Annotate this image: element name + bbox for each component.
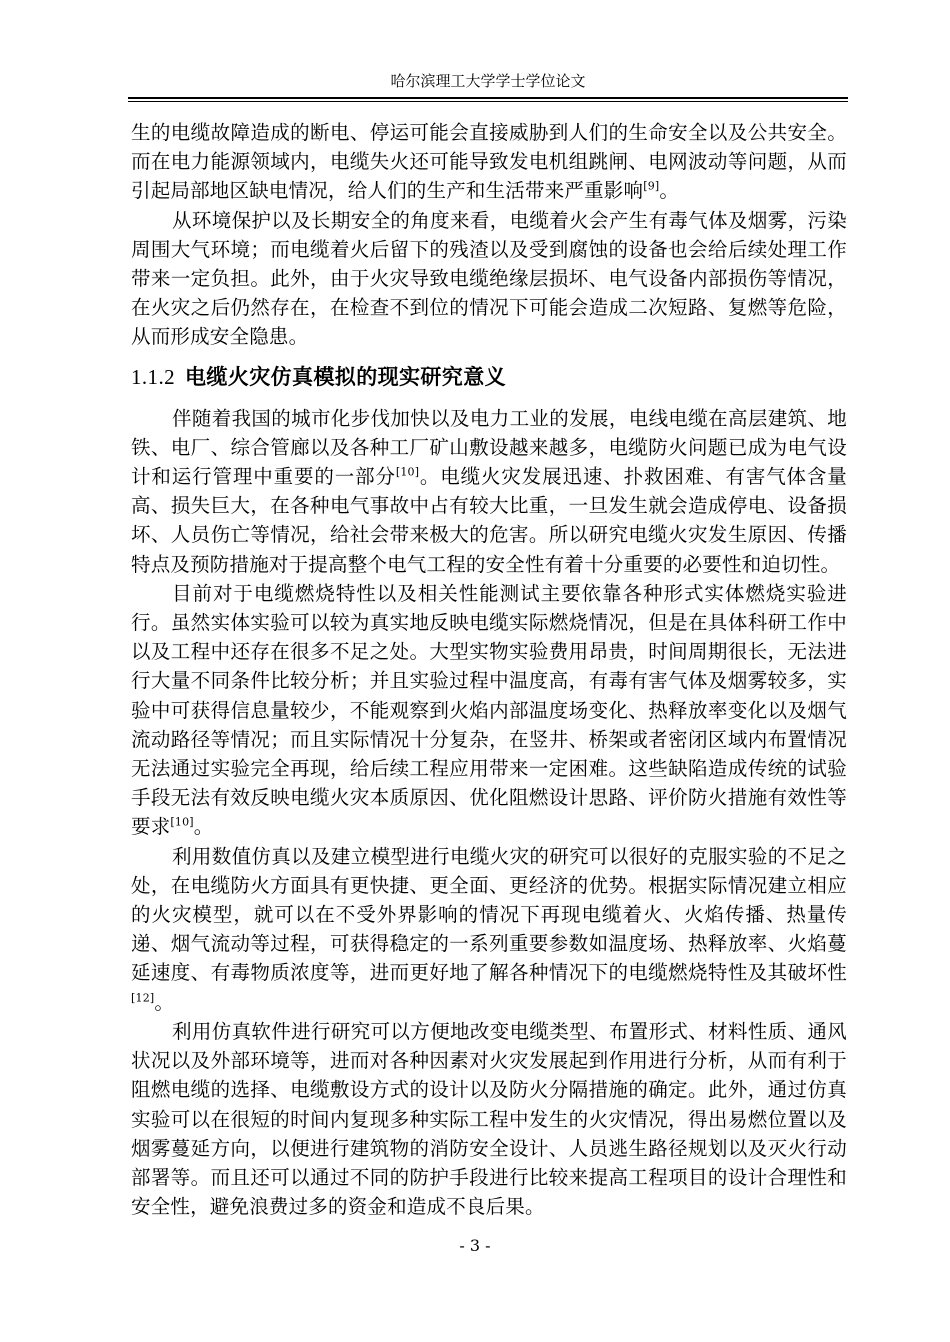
citation: [12] [131, 991, 155, 1005]
paragraph: 伴随着我国的城市化步伐加快以及电力工业的发展，电线电缆在高层建筑、地铁、电厂、综合管廊以及各种工厂矿山敷设越来越多，电缆防火问题已成为电气设计和运行管理中重要的一部分[10]。电缆火灾发展迅速、扑救困难、有害气体含量高、损失巨大，在各种电气事故中占有较大比重，一旦发生就会造成停电、设备损坏、人员伤亡等情况，给社会带来极大的危害。所以研究电缆火灾发生原因、传播特点及预防措施对于提高整个电气工程的安全性有着十分重要的必要性和迫切性。 [131, 406, 847, 576]
running-header: 哈尔滨理工大学学士学位论文 [390, 72, 586, 90]
paragraph: 生的电缆故障造成的断电、停运可能会直接威胁到人们的生命安全以及公共安全。而在电力能源领域内，电缆失火还可能导致发电机组跳闸、电网波动等问题，从而引起局部地区缺电情况，给人们的生产和生活带来严重影响[9]。 [131, 121, 847, 203]
section-heading [131, 362, 847, 392]
header-rule-thick [128, 97, 848, 99]
header-rule-thin [128, 101, 848, 102]
body-text [131, 118, 847, 1221]
paragraph: 利用仿真软件进行研究可以方便地改变电缆类型、布置形式、材料性质、通风状况以及外部环境等，进而对各种因素对火灾发展起到作用进行分析，从而有利于阻燃电缆的选择、电缆敷设方式的设计以及防火分隔措施的确定。此外，通过仿真实验可以在很短的时间内复现多种实际工程中发生的火灾情况，得出易燃位置以及烟雾蔓延方向，以便进行建筑物的消防安全设计、人员逃生路径规划以及灭火行动部署等。而且还可以通过不同的防护手段进行比较来提高工程项目的设计合理性和安全性，避免浪费过多的资金和造成不良后果。 [131, 1019, 847, 1219]
citation: [10] [395, 465, 420, 479]
section-title: 电缆火灾仿真模拟的现实研究意义 [185, 364, 506, 389]
paragraph: 利用数值仿真以及建立模型进行电缆火灾的研究可以很好的克服实验的不足之处，在电缆防火方面具有更快捷、更全面、更经济的优势。根据实际情况建立相应的火灾模型，就可以在不受外界影响的情况下再现电缆着火、火焰传播、热量传递、烟气流动等过程，可获得稳定的一系列重要参数如温度场、热释放率、火焰蔓延速度、有毒物质浓度等，进而更好地了解各种情况下的电缆燃烧特性及其破坏性[12]。 [131, 844, 847, 1014]
citation: [9] [643, 179, 660, 193]
citation: [10] [170, 815, 194, 829]
paragraph: 目前对于电缆燃烧特性以及相关性能测试主要依靠各种形式实体燃烧实验进行。虽然实体实验可以较为真实地反映电缆实际燃烧情况，但是在具体科研工作中以及工程中还存在很多不足之处。大型实物实验费用昂贵，时间周期很长，无法进行大量不同条件比较分析；并且实验过程中温度高，有毒有害气体及烟雾较多，实验中可获得信息量较少，不能观察到火焰内部温度场变化、热释放率变化以及烟气流动路径等情况；而且实际情况十分复杂，在竖井、桥架或者密闭区域内布置情况无法通过实验完全再现，给后续工程应用带来一定困难。这些缺陷造成传统的试验手段无法有效反映电缆火灾本质原因、优化阻燃设计思路、评价防火措施有效性等要求[10]。 [131, 581, 847, 839]
section-number: 1.1.2 [131, 364, 175, 389]
paragraph: 从环境保护以及长期安全的角度来看，电缆着火会产生有毒气体及烟雾，污染周围大气环境；而电缆着火后留下的残渣以及受到腐蚀的设备也会给后续处理工作带来一定负担。此外，由于火灾导致电缆绝缘层损坏、电气设备内部损伤等情况，在火灾之后仍然存在，在检查不到位的情况下可能会造成二次短路、复燃等危险，从而形成安全隐患。 [131, 208, 847, 349]
page-number: - 3 - [459, 1236, 491, 1255]
